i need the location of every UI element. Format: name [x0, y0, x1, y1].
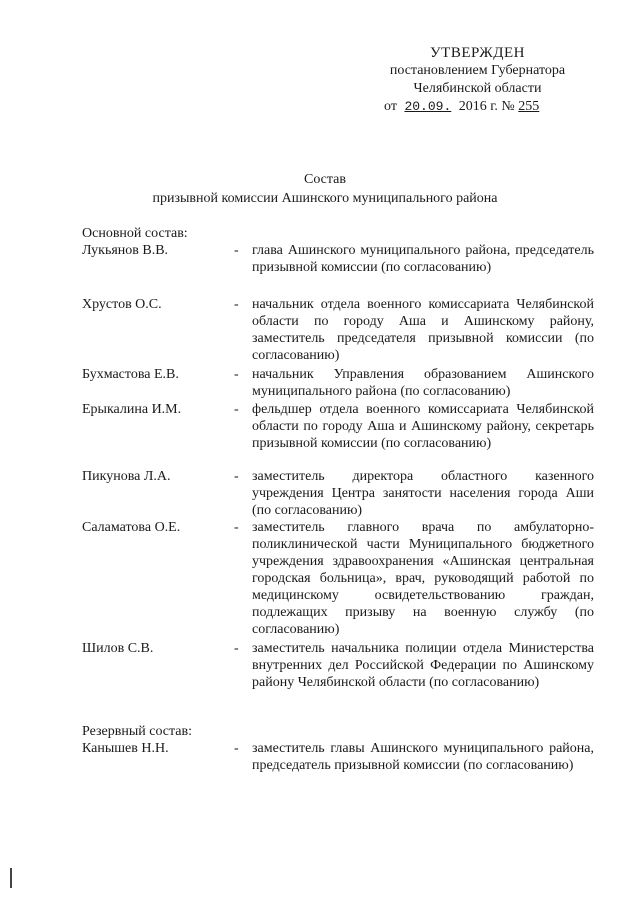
- approval-line-2: Челябинской области: [413, 81, 542, 96]
- member-name: Бухмастова Е.В.: [82, 367, 179, 382]
- approval-title: УТВЕРЖДЕН: [430, 45, 525, 61]
- scan-margin-mark: [10, 868, 12, 888]
- member-name: Лукьянов В.В.: [82, 243, 169, 258]
- member-description: заместитель главного врача по амбулаторно-поликлинической части Муниципального бюджетного учреждения здравоохранения «Ашинская центральная городская больница», врач, руководящий работой по медицинскому освидетельствованию граждан, подлежащих призыву на военную службу (по согласованию): [252, 520, 594, 637]
- date-suffix: 2016 г. №: [458, 99, 515, 114]
- date-value: 20.09.: [404, 99, 452, 114]
- member-dash: -: [234, 402, 239, 417]
- document-heading: [120, 170, 530, 208]
- member-dash: -: [234, 641, 239, 656]
- member-name: Пикунова Л.А.: [82, 469, 171, 484]
- heading-line-2: призывной комиссии Ашинского муниципального района: [152, 191, 498, 206]
- reserve-section-label: Резервный состав:: [82, 724, 193, 739]
- member-name: Ерыкалина И.М.: [82, 402, 182, 417]
- member-description: заместитель директора областного казенного учреждения Центра занятости населения города Аши (по согласованию): [252, 469, 594, 518]
- member-name: Канышев Н.Н.: [82, 741, 169, 756]
- member-dash: -: [234, 469, 239, 484]
- member-description: фельдшер отдела военного комиссариата Челябинской области по городу Аша и Ашинскому району, секретарь призывной комиссии (по согласованию): [252, 402, 594, 451]
- member-description: заместитель начальника полиции отдела Министерства внутренних дел Российской Федерации по Ашинскому району Челябинской области (по согласованию): [252, 641, 594, 690]
- member-description: начальник Управления образованием Ашинского муниципального района (по согласованию): [252, 367, 594, 399]
- member-description: глава Ашинского муниципального района, председатель призывной комиссии (по согласованию): [252, 243, 594, 275]
- approval-stamp: [370, 44, 585, 116]
- member-dash: -: [234, 367, 239, 382]
- heading-line-1: Состав: [303, 172, 346, 187]
- member-description: начальник отдела военного комиссариата Челябинской области по городу Аша и Ашинскому району, заместитель председателя призывной комиссии (по согласованию): [252, 297, 594, 363]
- member-name: Шилов С.В.: [82, 641, 154, 656]
- date-prefix: от: [384, 99, 397, 114]
- member-dash: -: [234, 741, 239, 756]
- member-dash: -: [234, 520, 239, 535]
- member-description: заместитель главы Ашинского муниципального района, председатель призывной комиссии (по согласованию): [252, 741, 594, 773]
- decree-number: 255: [518, 99, 540, 114]
- member-dash: -: [234, 243, 239, 258]
- approval-dateline: [370, 98, 585, 116]
- member-name: Хрустов О.С.: [82, 297, 162, 312]
- approval-line-1: постановлением Губернатора: [389, 63, 566, 78]
- member-name: Саламатова О.Е.: [82, 520, 181, 535]
- member-dash: -: [234, 297, 239, 312]
- main-section-label: Основной состав:: [82, 226, 188, 241]
